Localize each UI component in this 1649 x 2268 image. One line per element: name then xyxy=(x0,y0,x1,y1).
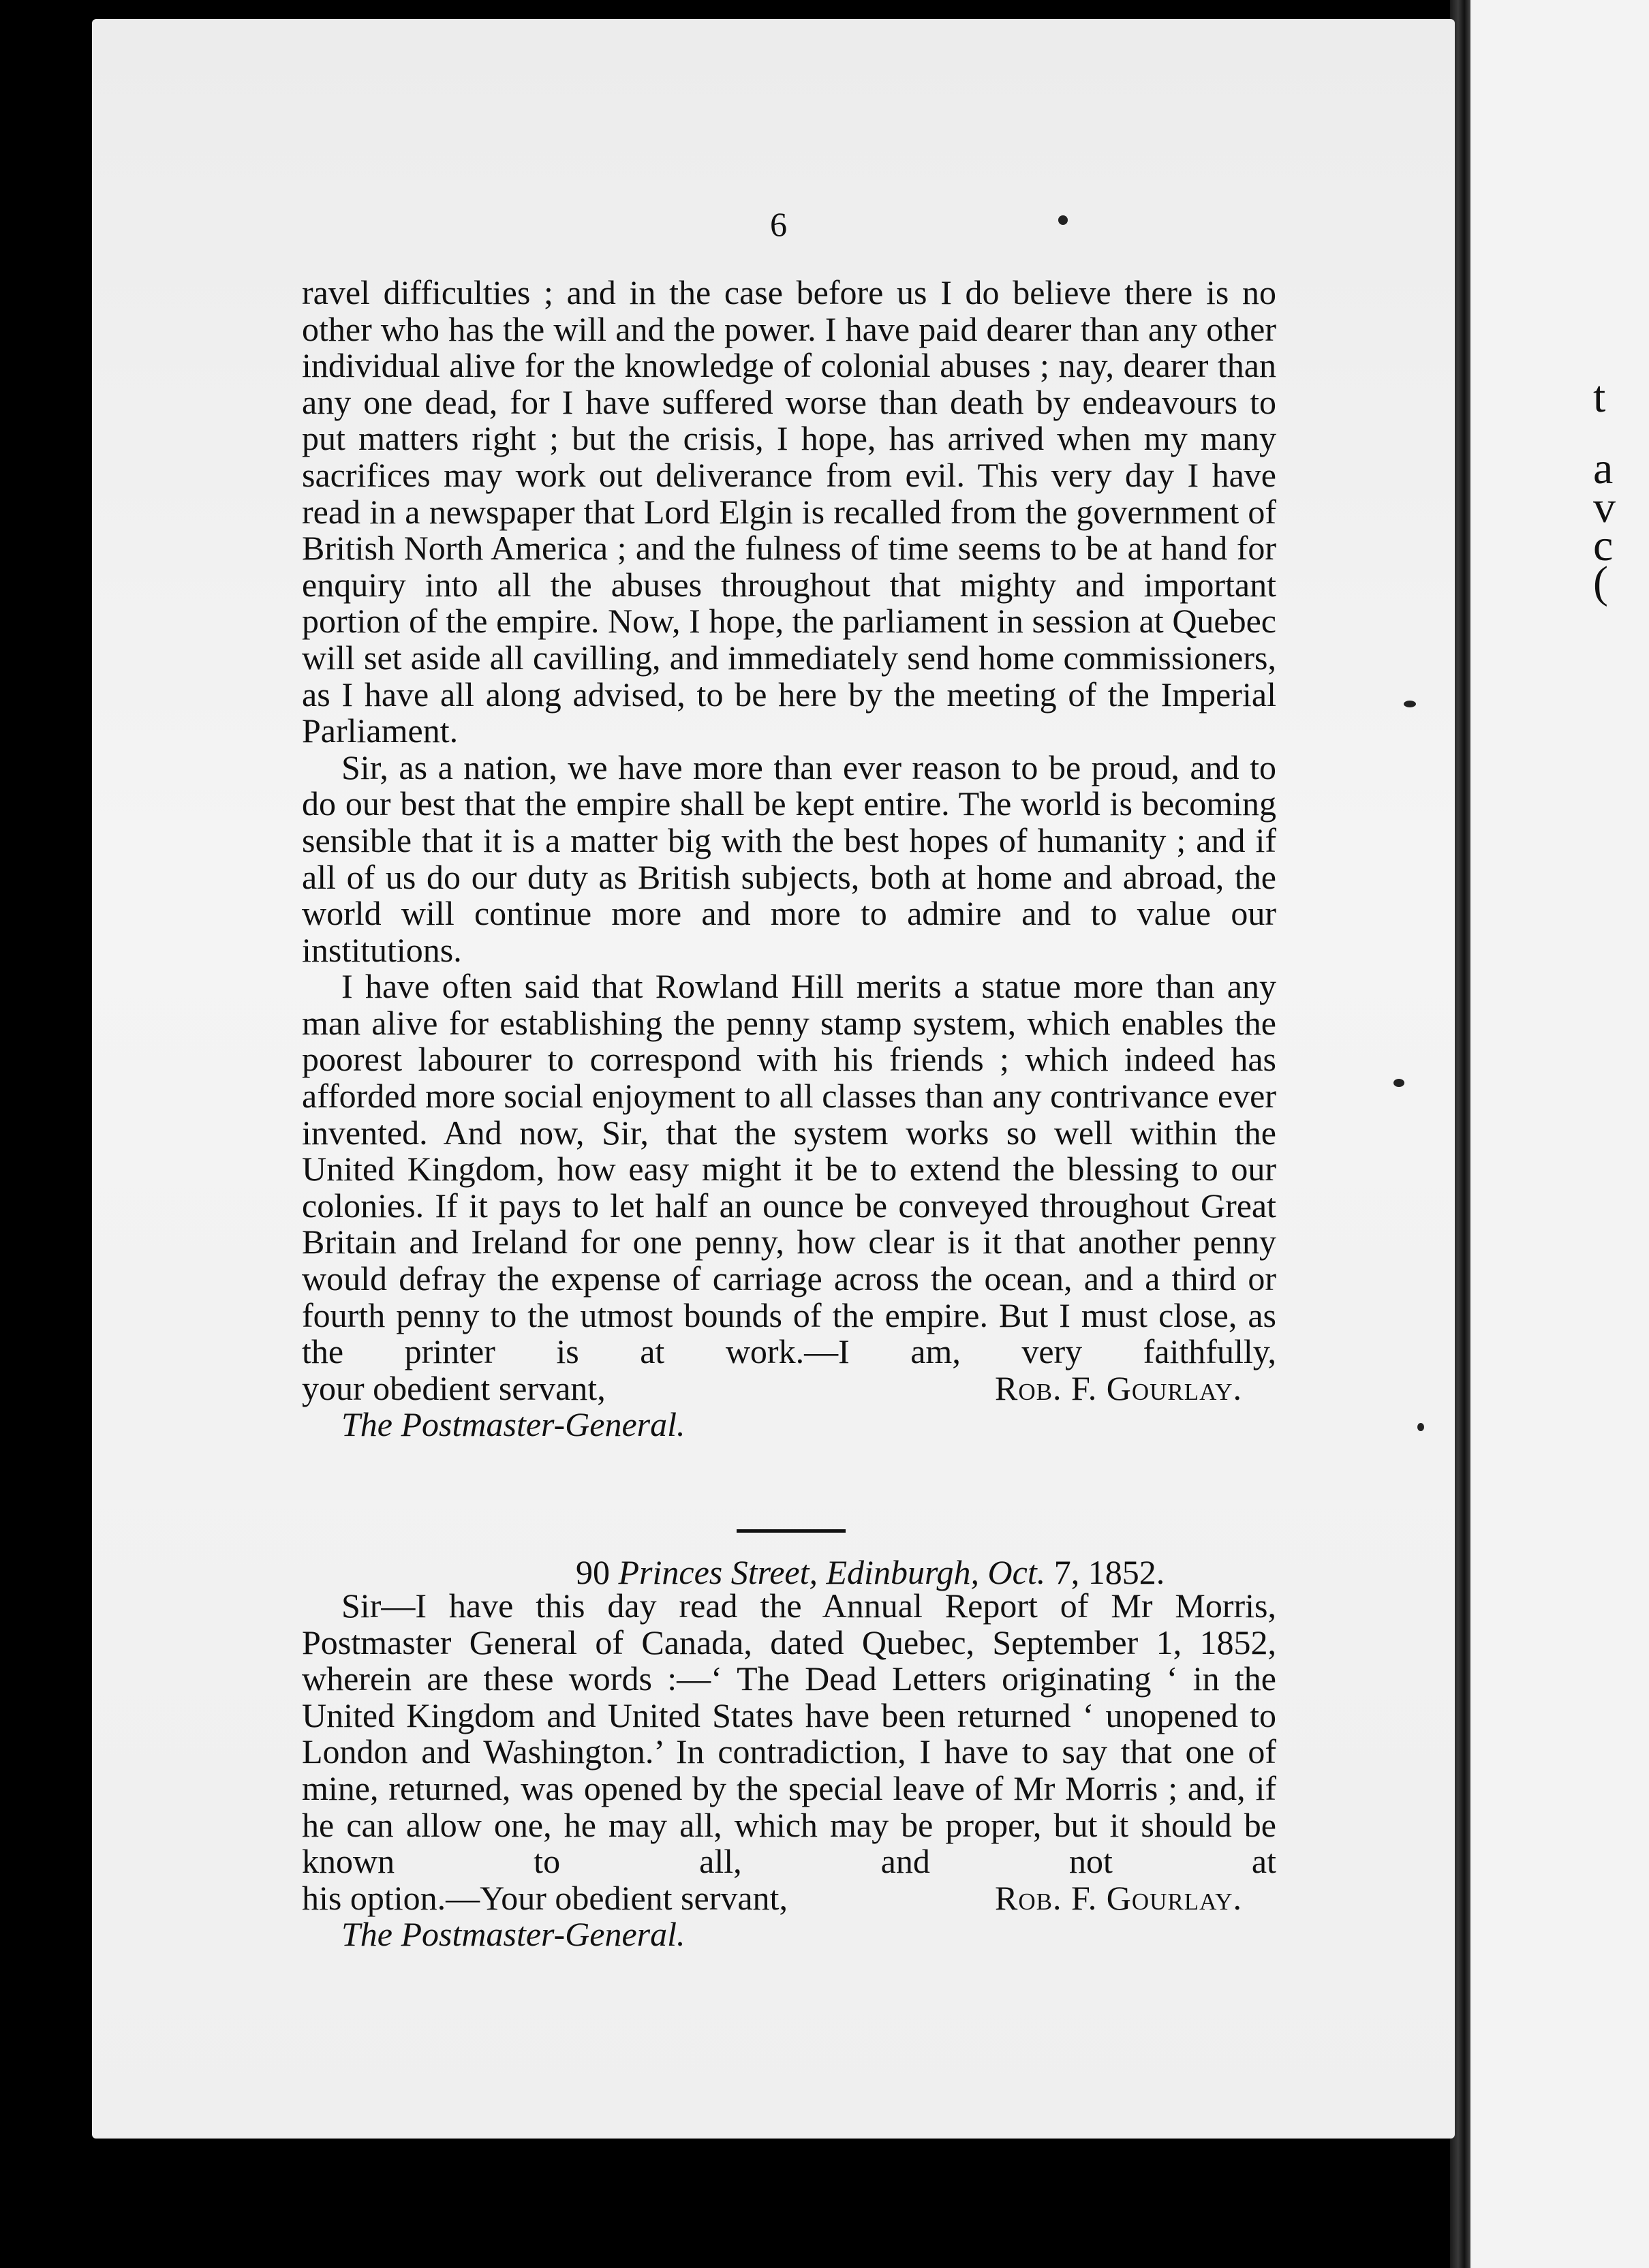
closing: his option.—Your obedient servant, xyxy=(302,1878,788,1917)
page-number: 6 xyxy=(770,205,787,243)
paragraph: I have often said that Rowland Hill merits a statue more than any man alive for establishing the penny stamp system, which enables the poorest labourer to correspond with his friends ; which indeed has afforded more social enjoyment to all classes than any contrivance ever invented. And now, Sir, that the system works so well within the United Kingdom, how easy might it be to extend the blessing to our colonies. If it pays to let half an ounce be conveyed throughout Great Britain and Ireland for one penny, how clear is it that another penny would defray the expense of carriage across the ocean, and a third or fourth penny to the utmost bounds of the empire. But I must close, as the printer is at work.—I am, very faithfully, xyxy=(302,967,1276,1371)
signature: Rob. F. Gourlay. xyxy=(995,1368,1242,1407)
signature: Rob. F. Gourlay. xyxy=(995,1878,1242,1917)
dateline-place: Princes Street, Edinburgh, Oct. xyxy=(618,1553,1046,1591)
dateline-date: 7, 1852. xyxy=(1053,1553,1165,1591)
paragraph: Sir—I have this day read the Annual Report of Mr Morris, Postmaster General of Canada, dated Quebec, September 1, 1852, wherein are these words :—‘ The Dead Letters originating ‘ in the United Kingdom and United States have been returned ‘ unopened to London and Washington.’ In contradiction, I have to say that one of mine, returned, was opened by the special leave of Mr Morris ; and, if he can allow one, he may all, which may be proper, but it should be known to all, and not at xyxy=(302,1587,1276,1881)
facing-page-edge xyxy=(1465,0,1649,2268)
paragraph: ravel difficulties ; and in the case before us I do believe there is no other who has the will and the power. I have paid dearer than any other individual alive for the knowledge of colonial abuses ; nay, dearer than any one dead, for I have suffered worse than death by endeavours to put matters right ; but the crisis, I hope, has arrived when my many sacrifices may work out deliverance from evil. This very day I have read in a newspaper that Lord Elgin is recalled from the government of British North America ; and the fulness of time seems to be at hand for enquiry into all the abuses throughout that mighty and important portion of the empire. Now, I hope, the parliament in session at Quebec will set aside all cavilling, and immediately send home commissioners, as I have all along advised, to be here by the meeting of the Imperial Parliament. xyxy=(302,273,1276,750)
print-speck xyxy=(1058,215,1068,225)
facing-page-glyph: c xyxy=(1593,521,1614,570)
letter-1 xyxy=(302,275,1276,1443)
closing-line xyxy=(302,1370,1276,1407)
facing-page-glyph: t xyxy=(1593,372,1606,422)
print-speck xyxy=(1393,1079,1404,1087)
facing-page-glyph: ( xyxy=(1593,557,1608,607)
facing-page-glyph: v xyxy=(1593,482,1616,532)
print-speck xyxy=(1404,701,1416,707)
facing-page-glyph: a xyxy=(1593,444,1614,493)
closing: your obedient servant, xyxy=(302,1368,606,1407)
addressee: The Postmaster-General. xyxy=(341,1405,685,1444)
addressee: The Postmaster-General. xyxy=(341,1915,685,1954)
closing-line xyxy=(302,1880,1276,1917)
section-divider xyxy=(737,1529,846,1533)
dateline-number: 90 xyxy=(576,1553,610,1591)
letter-2 xyxy=(302,1588,1276,1953)
print-speck xyxy=(1417,1423,1424,1431)
paragraph: Sir, as a nation, we have more than ever reason to be proud, and to do our best that the empire shall be kept entire. The world is becoming sensible that it is a matter big with the best hopes of humanity ; and if all of us do our duty as British subjects, both at home and abroad, the world will continue more and more to admire and to value our institutions. xyxy=(302,748,1276,969)
